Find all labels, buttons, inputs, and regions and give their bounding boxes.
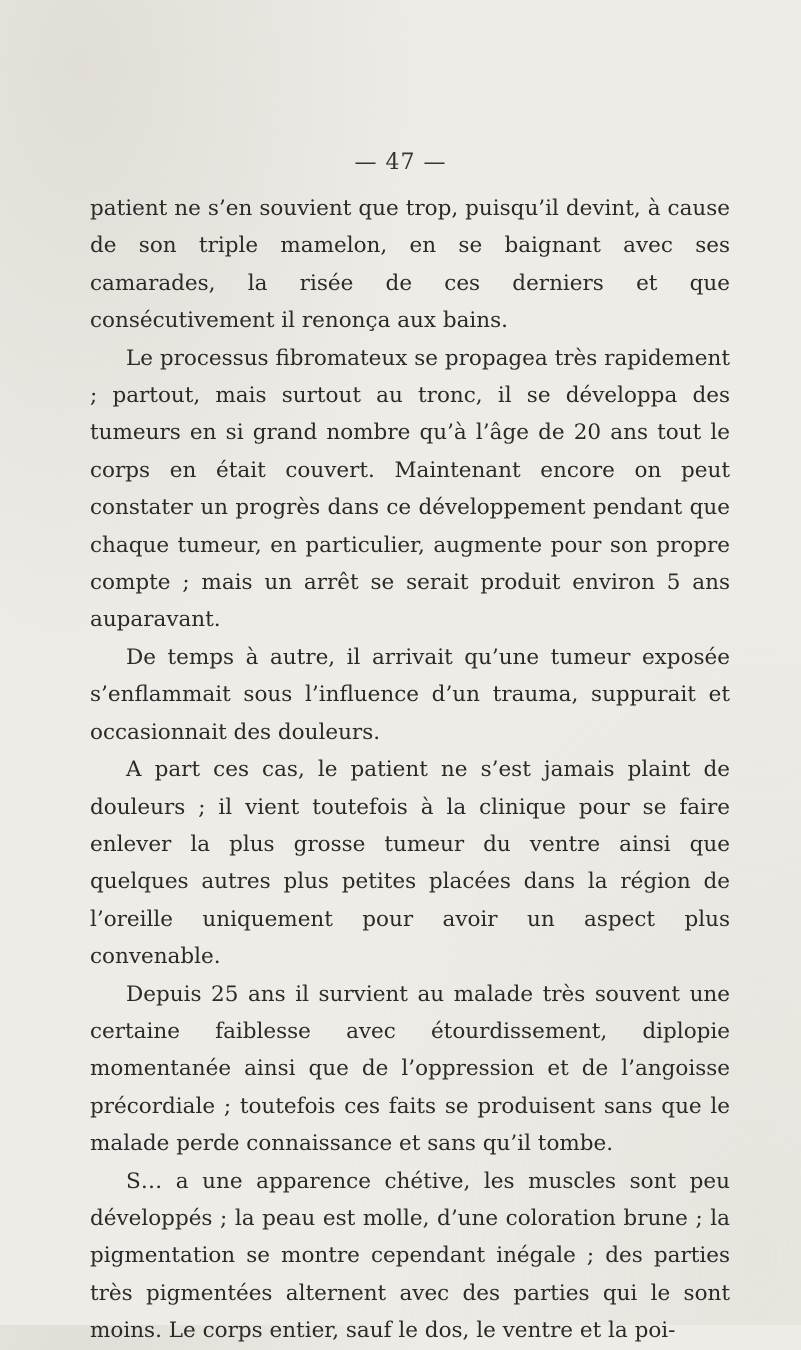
paragraph-4: A part ces cas, le patient ne s’est jamais plaint de douleurs ; il vient toutefois à la clinique pour se faire enlever la plus grosse tumeur du ventre ainsi que quelques autres plus petites placées dans la région de l’oreille uniquement pour avoir un aspect plus convenable. xyxy=(90,757,730,970)
paragraph-3: De temps à autre, il arrivait qu’une tumeur exposée s’enflammait sous l’influence d’un trauma, suppurait et occasionnait des douleurs. xyxy=(90,644,730,745)
paragraph-1: patient ne s’en souvient que trop, puisqu’il devint, à cause de son triple mamelon, en se baignant avec ses camarades, la risée de ces derniers et que consécutivement il renonça aux bains. xyxy=(90,196,730,334)
page-number: — 47 — xyxy=(354,150,447,175)
paragraph-6: S… a une apparence chétive, les muscles sont peu développés ; la peau est molle, d’une coloration brune ; la pigmentation se montre cependant inégale ; des parties très pigmentées alternent avec des parties qui le sont moins. Le corps entier, sauf le dos, le ventre et la poi- xyxy=(90,1168,730,1344)
paragraph-2: Le processus fibromateux se propagea très rapidement ; partout, mais surtout au tronc, il se développa des tumeurs en si grand nombre qu’à l’âge de 20 ans tout le corps en était couvert. Maintenant encore on peut constater un progrès dans ce développement pendant que chaque tumeur, en particulier, augmente pour son propre compte ; mais un arrêt se serait produit environ 5 ans auparavant. xyxy=(90,345,730,633)
body-text xyxy=(90,190,730,1350)
paragraph-5: Depuis 25 ans il survient au malade très souvent une certaine faiblesse avec étourdissement, diplopie momentanée ainsi que de l’oppression et de l’angoisse précordiale ; toutefois ces faits se produisent sans que le malade perde connaissance et sans qu’il tombe. xyxy=(90,981,730,1157)
